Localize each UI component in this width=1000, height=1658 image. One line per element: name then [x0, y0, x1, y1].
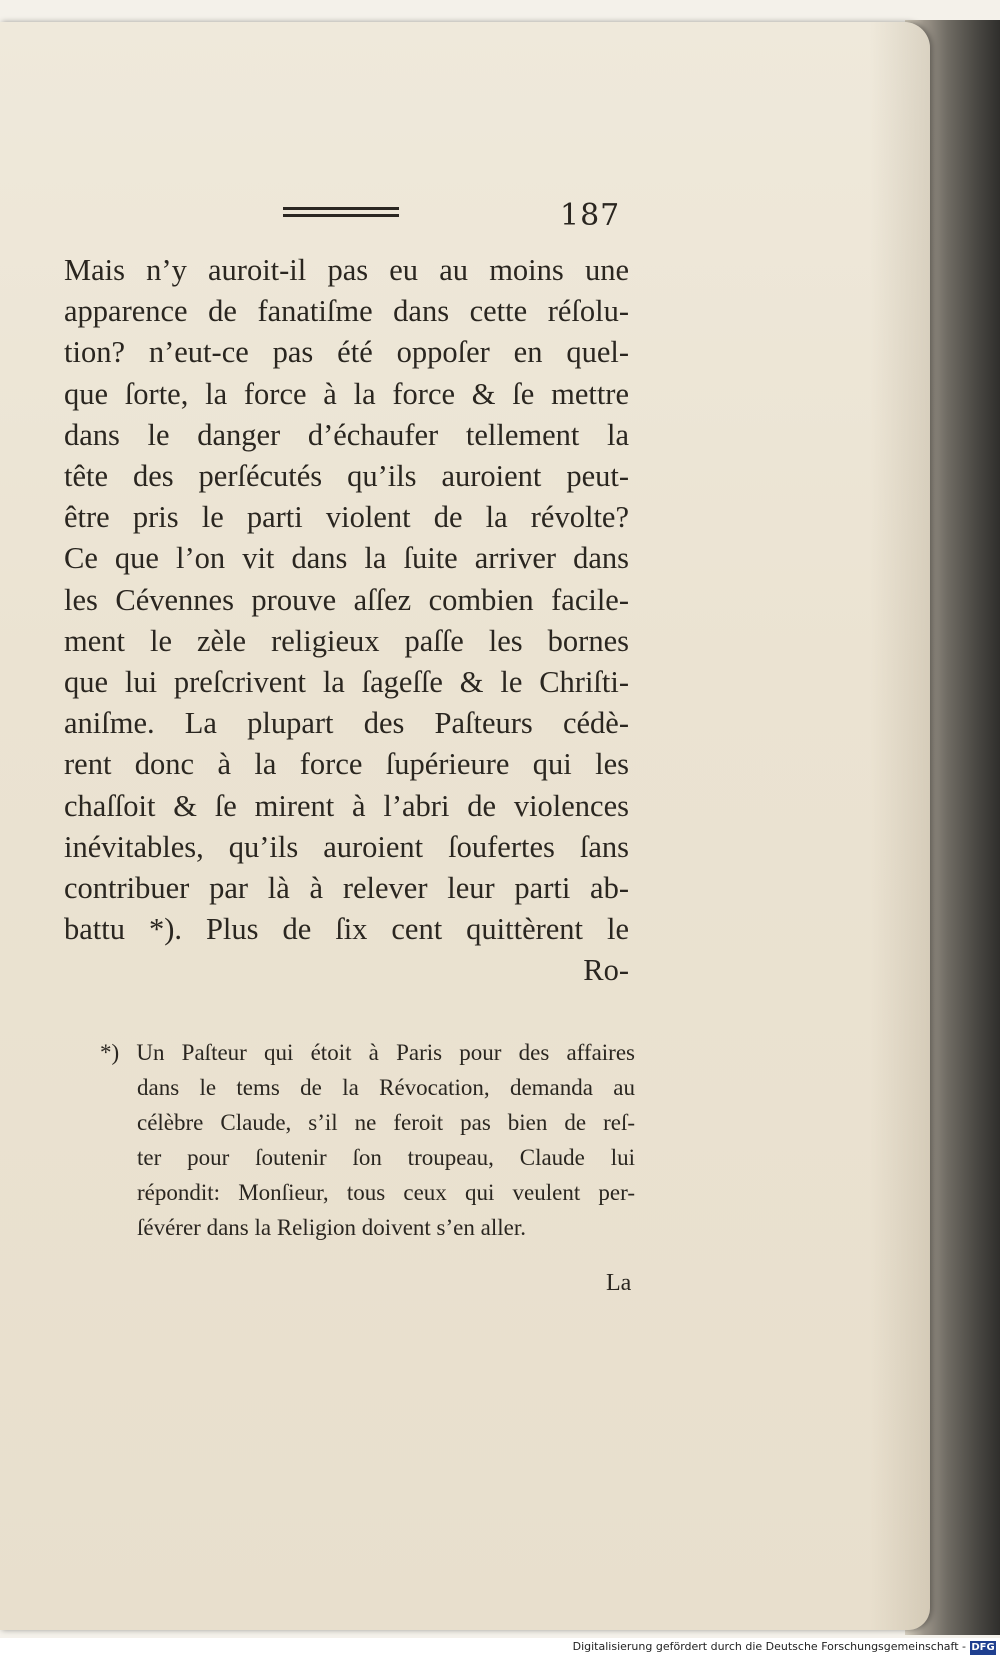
- footnote: [100, 1035, 635, 1245]
- footnote-line: répondit: Monſieur, tous ceux qui veulent per-: [137, 1180, 635, 1205]
- body-line: ment le zèle religieux paſſe les bornes: [64, 623, 629, 658]
- footnote-line: ter pour ſoutenir ſon troupeau, Claude lui: [137, 1145, 635, 1170]
- page-edge-shade: [870, 22, 930, 1630]
- footnote-line: célèbre Claude, s’il ne feroit pas bien de reſ-: [137, 1110, 635, 1135]
- page-number: 187: [560, 198, 621, 233]
- body-line: Mais n’y auroit-il pas eu au moins une: [64, 253, 629, 287]
- body-line: apparence de fanatiſme dans cette réſolu-: [64, 294, 629, 329]
- body-line: que ſorte, la force à la force & ſe mettre: [64, 376, 629, 411]
- catchword: La: [606, 1270, 632, 1296]
- body-text: [64, 250, 629, 992]
- digitization-credit: Digitalisierung gefördert durch die Deutsche Forschungsgemeinschaft -: [572, 1640, 966, 1653]
- body-line: tête des perſécutés qu’ils auroient peut-: [64, 459, 629, 494]
- body-line: aniſme. La plupart des Paſteurs cédè-: [64, 706, 629, 741]
- body-line: Ce que l’on vit dans la ſuite arriver dans: [64, 541, 629, 576]
- header-rule: [283, 207, 399, 217]
- footnote-marker: *): [100, 1040, 120, 1065]
- body-line: battu *). Plus de ſix cent quittèrent le: [64, 912, 629, 947]
- body-line: contribuer par là à relever leur parti ab-: [64, 871, 629, 906]
- dfg-logo: DFG: [971, 1642, 995, 1653]
- footnote-first-line: [100, 1035, 635, 1070]
- body-line: chaſſoit & ſe mirent à l’abri de violences: [64, 788, 629, 823]
- body-line: être pris le parti violent de la révolte?: [64, 500, 629, 535]
- footnote-line: dans le tems de la Révocation, demanda au: [137, 1075, 635, 1100]
- body-line: dans le danger d’échaufer tellement la: [64, 417, 629, 452]
- body-line-hyphen-carry: Ro-: [583, 953, 629, 988]
- body-line: que lui preſcrivent la ſageſſe & le Chriſti-: [64, 665, 629, 700]
- body-line: inévitables, qu’ils auroient ſoufertes ſans: [64, 829, 629, 864]
- footnote-line: Un Paſteur qui étoit à Paris pour des affaires: [136, 1040, 635, 1065]
- body-line: rent donc à la force ſupérieure qui les: [64, 747, 629, 782]
- footnote-line: ſévérer dans la Religion doivent s’en aller.: [137, 1215, 526, 1240]
- body-line: tion? n’eut-ce pas été oppoſer en quel-: [64, 335, 629, 370]
- body-line: les Cévennes prouve aſſez combien facile-: [64, 582, 629, 617]
